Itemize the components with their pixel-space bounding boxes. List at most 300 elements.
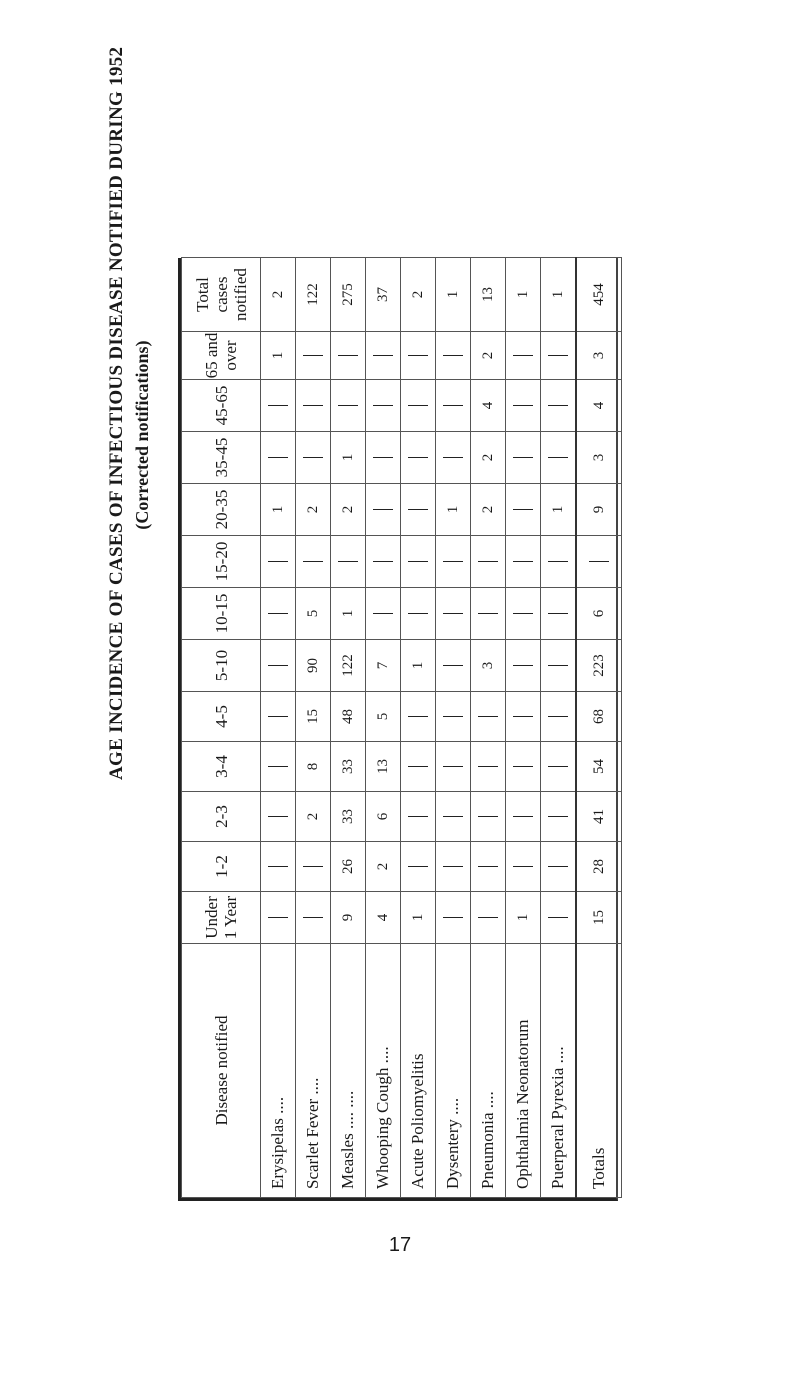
dash-mark — [408, 613, 428, 614]
table-row — [296, 258, 331, 1198]
value-cell — [436, 484, 471, 536]
dash-mark — [408, 716, 428, 717]
dash-mark — [443, 561, 463, 562]
value-cell — [366, 842, 401, 892]
disease-name: Erysipelas .... — [261, 944, 296, 1198]
empty-cell — [541, 380, 577, 432]
column-header: 3-4 — [182, 742, 261, 792]
empty-cell — [401, 742, 436, 792]
cell-value: 13 — [374, 759, 391, 774]
empty-cell — [261, 588, 296, 640]
value-cell — [366, 692, 401, 742]
empty-cell — [541, 640, 577, 692]
value-cell — [576, 332, 622, 380]
cell-value: 1 — [549, 290, 566, 299]
dash-mark — [268, 766, 288, 767]
column-header: 1-2 — [182, 842, 261, 892]
empty-cell — [436, 432, 471, 484]
cell-value: 7 — [374, 661, 391, 670]
cell-value: 1 — [444, 290, 461, 299]
dash-mark — [408, 561, 428, 562]
table-body — [261, 258, 622, 1198]
dash-mark — [478, 716, 498, 717]
cell-value: 4 — [479, 401, 496, 410]
dash-mark — [548, 917, 568, 918]
value-cell — [331, 892, 366, 944]
cell-value: 2 — [479, 453, 496, 462]
dash-mark — [268, 716, 288, 717]
empty-cell — [401, 380, 436, 432]
value-cell — [366, 640, 401, 692]
cell-value: 5 — [304, 609, 321, 618]
disease-name: Puerperal Pyrexia .... — [541, 944, 577, 1198]
empty-cell — [261, 742, 296, 792]
cell-value: 68 — [590, 709, 607, 724]
value-cell — [331, 692, 366, 742]
value-cell — [331, 432, 366, 484]
dash-mark — [513, 665, 533, 666]
dash-mark — [513, 766, 533, 767]
value-cell — [296, 588, 331, 640]
column-header: Disease notified — [182, 944, 261, 1198]
cell-value: 3 — [590, 453, 607, 462]
empty-cell — [471, 842, 506, 892]
dash-mark — [548, 866, 568, 867]
dash-mark — [408, 509, 428, 510]
empty-cell — [296, 432, 331, 484]
dash-mark — [443, 457, 463, 458]
dash-mark — [443, 716, 463, 717]
page-subtitle: (Corrected notifications) — [132, 340, 152, 530]
empty-cell — [366, 484, 401, 536]
empty-cell — [541, 536, 577, 588]
dash-mark — [513, 405, 533, 406]
value-cell — [296, 484, 331, 536]
table-row — [331, 258, 366, 1198]
dash-mark — [408, 866, 428, 867]
empty-cell — [401, 692, 436, 742]
value-cell — [401, 258, 436, 332]
value-cell — [471, 380, 506, 432]
value-cell — [506, 258, 541, 332]
empty-cell — [506, 792, 541, 842]
value-cell — [331, 640, 366, 692]
empty-cell — [436, 332, 471, 380]
dash-mark — [513, 816, 533, 817]
cell-value: 122 — [304, 283, 321, 306]
dash-mark — [373, 355, 393, 356]
dash-mark — [478, 561, 498, 562]
incidence-table — [181, 257, 622, 1198]
dash-mark — [408, 355, 428, 356]
dash-mark — [268, 457, 288, 458]
empty-cell — [261, 892, 296, 944]
empty-cell — [366, 588, 401, 640]
empty-cell — [506, 380, 541, 432]
empty-cell — [436, 640, 471, 692]
dash-mark — [268, 613, 288, 614]
column-header: 5-10 — [182, 640, 261, 692]
cell-value: 122 — [339, 654, 356, 677]
value-cell — [576, 484, 622, 536]
cell-value: 41 — [590, 809, 607, 824]
cell-value: 1 — [514, 913, 531, 922]
page-title: AGE INCIDENCE OF CASES OF INFECTIOUS DISEASE NOTIFIED DURING 1952 — [106, 46, 127, 780]
empty-cell — [366, 380, 401, 432]
dash-mark — [373, 457, 393, 458]
table-row — [471, 258, 506, 1198]
dash-mark — [513, 509, 533, 510]
cell-value: 15 — [304, 709, 321, 724]
dash-mark — [303, 405, 323, 406]
cell-value: 2 — [269, 290, 286, 299]
cell-value: 37 — [374, 287, 391, 302]
value-cell — [366, 892, 401, 944]
empty-cell — [471, 692, 506, 742]
value-cell — [296, 742, 331, 792]
column-header: 65 and over — [182, 332, 261, 380]
empty-cell — [541, 332, 577, 380]
value-cell — [331, 742, 366, 792]
empty-cell — [541, 792, 577, 842]
dash-mark — [478, 613, 498, 614]
value-cell — [401, 640, 436, 692]
cell-value: 1 — [409, 661, 426, 670]
empty-cell — [261, 842, 296, 892]
value-cell — [576, 842, 622, 892]
empty-cell — [541, 692, 577, 742]
cell-value: 3 — [479, 661, 496, 670]
cell-value: 1 — [339, 453, 356, 462]
empty-cell — [331, 380, 366, 432]
value-cell — [331, 842, 366, 892]
empty-cell — [436, 588, 471, 640]
table-row — [401, 258, 436, 1198]
empty-cell — [471, 742, 506, 792]
dash-mark — [548, 561, 568, 562]
dash-mark — [443, 613, 463, 614]
empty-cell — [506, 842, 541, 892]
disease-name: Whooping Cough .... — [366, 944, 401, 1198]
cell-value: 6 — [374, 812, 391, 821]
column-header: Total cases notified — [182, 258, 261, 332]
cell-value: 54 — [590, 759, 607, 774]
empty-cell — [261, 692, 296, 742]
empty-cell — [471, 792, 506, 842]
dash-mark — [443, 917, 463, 918]
value-cell — [436, 258, 471, 332]
empty-cell — [506, 332, 541, 380]
dash-mark — [268, 866, 288, 867]
dash-mark — [443, 665, 463, 666]
column-header: Under 1 Year — [182, 892, 261, 944]
empty-cell — [541, 742, 577, 792]
value-cell — [471, 332, 506, 380]
empty-cell — [261, 432, 296, 484]
dash-mark — [443, 405, 463, 406]
dash-mark — [513, 866, 533, 867]
cell-value: 48 — [339, 709, 356, 724]
empty-cell — [401, 484, 436, 536]
cell-value: 4 — [590, 401, 607, 410]
empty-cell — [436, 842, 471, 892]
dash-mark — [373, 509, 393, 510]
dash-mark — [443, 766, 463, 767]
empty-cell — [401, 588, 436, 640]
dash-mark — [513, 613, 533, 614]
dash-mark — [548, 405, 568, 406]
dash-mark — [443, 816, 463, 817]
table-row — [506, 258, 541, 1198]
dash-mark — [268, 665, 288, 666]
empty-cell — [401, 792, 436, 842]
dash-mark — [408, 405, 428, 406]
empty-cell — [261, 536, 296, 588]
cell-value: 33 — [339, 809, 356, 824]
incidence-table-frame — [178, 258, 618, 1201]
empty-cell — [401, 332, 436, 380]
column-header: 4-5 — [182, 692, 261, 742]
column-header: 45-65 — [182, 380, 261, 432]
column-header: 10-15 — [182, 588, 261, 640]
table-row — [541, 258, 577, 1198]
value-cell — [541, 484, 577, 536]
empty-cell — [541, 432, 577, 484]
dash-mark — [513, 561, 533, 562]
empty-cell — [296, 842, 331, 892]
dash-mark — [268, 561, 288, 562]
empty-cell — [436, 692, 471, 742]
dash-mark — [548, 613, 568, 614]
dash-mark — [338, 405, 358, 406]
disease-name: Pneumonia .... — [471, 944, 506, 1198]
empty-cell — [436, 380, 471, 432]
dash-mark — [589, 561, 609, 562]
empty-cell — [261, 792, 296, 842]
empty-cell — [296, 892, 331, 944]
cell-value: 275 — [339, 283, 356, 306]
empty-cell — [506, 692, 541, 742]
cell-value: 2 — [339, 505, 356, 514]
value-cell — [576, 892, 622, 944]
empty-cell — [471, 588, 506, 640]
value-cell — [296, 640, 331, 692]
dash-mark — [478, 766, 498, 767]
totals-row — [576, 258, 622, 1198]
empty-cell — [261, 640, 296, 692]
empty-cell — [436, 892, 471, 944]
dash-mark — [478, 917, 498, 918]
value-cell — [576, 258, 622, 332]
value-cell — [576, 792, 622, 842]
dash-mark — [548, 716, 568, 717]
value-cell — [331, 484, 366, 536]
dash-mark — [338, 355, 358, 356]
empty-cell — [436, 536, 471, 588]
empty-cell — [331, 536, 366, 588]
cell-value: 2 — [479, 505, 496, 514]
cell-value: 90 — [304, 658, 321, 673]
cell-value: 1 — [444, 505, 461, 514]
disease-name: Ophthalmia Neonatorum — [506, 944, 541, 1198]
cell-value: 9 — [339, 913, 356, 922]
value-cell — [366, 258, 401, 332]
empty-cell — [541, 892, 577, 944]
dash-mark — [408, 816, 428, 817]
dash-mark — [303, 355, 323, 356]
empty-cell — [401, 432, 436, 484]
dash-mark — [513, 457, 533, 458]
empty-cell — [541, 842, 577, 892]
cell-value: 2 — [304, 505, 321, 514]
dash-mark — [443, 355, 463, 356]
value-cell — [366, 742, 401, 792]
dash-mark — [373, 561, 393, 562]
cell-value: 15 — [590, 910, 607, 925]
empty-cell — [366, 332, 401, 380]
empty-cell — [366, 536, 401, 588]
table-row — [436, 258, 471, 1198]
cell-value: 1 — [549, 505, 566, 514]
cell-value: 5 — [374, 712, 391, 721]
empty-cell — [261, 380, 296, 432]
dash-mark — [303, 561, 323, 562]
table-row — [261, 258, 296, 1198]
dash-mark — [513, 716, 533, 717]
dash-mark — [548, 665, 568, 666]
cell-value: 1 — [269, 505, 286, 514]
value-cell — [261, 332, 296, 380]
dash-mark — [303, 457, 323, 458]
column-header: 2-3 — [182, 792, 261, 842]
cell-value: 3 — [590, 351, 607, 360]
dash-mark — [268, 917, 288, 918]
empty-cell — [296, 536, 331, 588]
cell-value: 454 — [590, 283, 607, 306]
cell-value: 13 — [479, 287, 496, 302]
empty-cell — [296, 332, 331, 380]
cell-value: 1 — [269, 351, 286, 360]
cell-value: 1 — [339, 609, 356, 618]
disease-name: Dysentery .... — [436, 944, 471, 1198]
value-cell — [471, 640, 506, 692]
value-cell — [576, 380, 622, 432]
cell-value: 223 — [590, 654, 607, 677]
cell-value: 26 — [339, 859, 356, 874]
dash-mark — [513, 355, 533, 356]
empty-cell — [436, 742, 471, 792]
dash-mark — [408, 766, 428, 767]
value-cell — [366, 792, 401, 842]
disease-name: Acute Poliomyelitis — [401, 944, 436, 1198]
empty-cell — [506, 588, 541, 640]
cell-value: 2 — [304, 812, 321, 821]
value-cell — [576, 742, 622, 792]
empty-cell — [506, 432, 541, 484]
value-cell — [296, 692, 331, 742]
cell-value: 1 — [409, 913, 426, 922]
dash-mark — [373, 405, 393, 406]
column-header: 35-45 — [182, 432, 261, 484]
empty-cell — [296, 380, 331, 432]
table-row — [366, 258, 401, 1198]
value-cell — [261, 258, 296, 332]
value-cell — [576, 692, 622, 742]
empty-cell — [506, 640, 541, 692]
dash-mark — [548, 766, 568, 767]
value-cell — [471, 432, 506, 484]
empty-cell — [506, 484, 541, 536]
cell-value: 2 — [479, 351, 496, 360]
cell-value: 6 — [590, 609, 607, 618]
header-row — [182, 258, 261, 1198]
dash-mark — [548, 355, 568, 356]
page-number: 17 — [388, 1234, 412, 1256]
cell-value: 9 — [590, 505, 607, 514]
value-cell — [401, 892, 436, 944]
column-header: 15-20 — [182, 536, 261, 588]
dash-mark — [303, 866, 323, 867]
value-cell — [331, 258, 366, 332]
empty-cell — [366, 432, 401, 484]
cell-value: 8 — [304, 762, 321, 771]
value-cell — [331, 792, 366, 842]
dash-mark — [408, 457, 428, 458]
empty-cell — [541, 588, 577, 640]
value-cell — [331, 588, 366, 640]
empty-cell — [506, 742, 541, 792]
value-cell — [576, 640, 622, 692]
disease-name: Measles .... .... — [331, 944, 366, 1198]
empty-cell — [331, 332, 366, 380]
dash-mark — [373, 613, 393, 614]
cell-value: 2 — [374, 862, 391, 871]
value-cell — [296, 258, 331, 332]
dash-mark — [548, 816, 568, 817]
empty-cell — [436, 792, 471, 842]
disease-name: Scarlet Fever .... — [296, 944, 331, 1198]
cell-value: 33 — [339, 759, 356, 774]
empty-cell — [401, 536, 436, 588]
column-header: 20-35 — [182, 484, 261, 536]
dash-mark — [338, 561, 358, 562]
value-cell — [471, 258, 506, 332]
value-cell — [506, 892, 541, 944]
value-cell — [471, 484, 506, 536]
value-cell — [576, 432, 622, 484]
dash-mark — [303, 917, 323, 918]
cell-value: 4 — [374, 913, 391, 922]
cell-value: 1 — [514, 290, 531, 299]
dash-mark — [268, 405, 288, 406]
value-cell — [541, 258, 577, 332]
value-cell — [261, 484, 296, 536]
dash-mark — [443, 866, 463, 867]
empty-cell — [401, 842, 436, 892]
empty-cell — [471, 892, 506, 944]
dash-mark — [478, 866, 498, 867]
dash-mark — [268, 816, 288, 817]
empty-cell — [576, 536, 622, 588]
dash-mark — [478, 816, 498, 817]
value-cell — [296, 792, 331, 842]
dash-mark — [548, 457, 568, 458]
empty-cell — [471, 536, 506, 588]
value-cell — [576, 588, 622, 640]
empty-cell — [506, 536, 541, 588]
cell-value: 2 — [409, 290, 426, 299]
cell-value: 28 — [590, 859, 607, 874]
